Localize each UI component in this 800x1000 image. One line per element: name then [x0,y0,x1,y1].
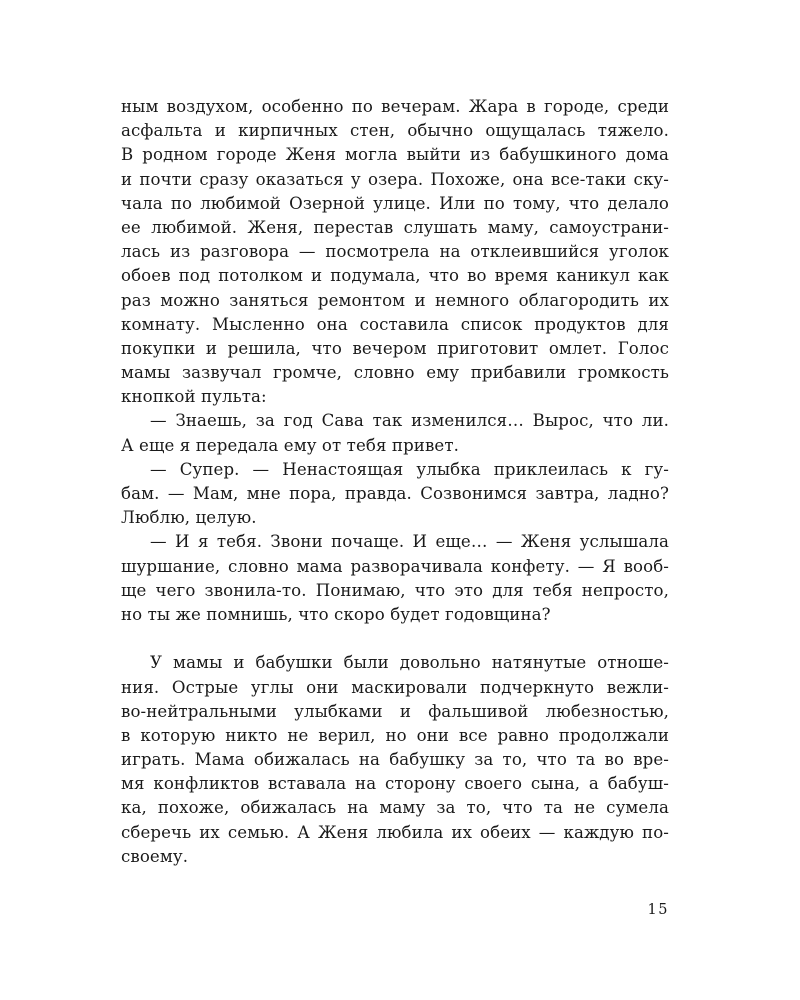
text-line: покупки и решила, что вечером приготовит омлет. Голос [121,338,669,358]
text-line: ее любимой. Женя, перестав слушать маму, самоустрани- [121,217,669,237]
dialogue-line: — И я тебя. Звони почаще. И еще… — Женя услышала [150,532,669,552]
text-line: кнопкой пульта: [121,387,267,407]
text-line: чала по любимой Озерной улице. Или по тому, что делало [121,193,669,213]
text-line: ка, похоже, обижалась на маму за то, что та не сумела [121,798,669,818]
text-line: и почти сразу оказаться у озера. Похоже, она все-таки ску- [121,169,669,189]
dialogue-line: но ты же помнишь, что скоро будет годовщина? [121,604,551,624]
text-line: лась из разговора — посмотрела на отклеившийся уголок [121,242,669,262]
text-line: ным воздухом, особенно по вечерам. Жара в городе, среди [121,97,669,116]
page-number: 15 [647,902,669,918]
text-line: обоев под потолком и подумала, что во время каникул как [121,266,669,286]
text-line: асфальта и кирпичных стен, обычно ощущалась тяжело. [121,121,669,141]
text-line: У мамы и бабушки были довольно натянутые отноше- [150,653,669,673]
text-line: во-нейтральными улыбками и фальшивой любезностью, [121,701,669,721]
book-page-text [121,95,669,869]
text-line: ния. Острые углы они маскировали подчеркнуто вежли- [121,677,669,697]
text-line: мамы зазвучал громче, словно ему прибавили громкость [121,363,669,383]
text-line: В родном городе Женя могла выйти из бабушкиного дома [121,145,669,165]
dialogue-line: А еще я передала ему от тебя привет. [121,435,459,455]
text-line: сберечь их семью. А Женя любила их обеих — каждую по- [121,822,669,842]
dialogue-line: шуршание, словно мама разворачивала конфету. — Я вооб- [121,556,669,576]
text-line: раз можно заняться ремонтом и немного облагородить их [121,290,669,310]
dialogue-line: ще чего звонила-то. Понимаю, что это для тебя непросто, [121,580,669,600]
text-line: комнату. Мысленно она составила список продуктов для [121,314,669,334]
dialogue-line: — Супер. — Ненастоящая улыбка приклеилась к гу- [150,459,669,479]
text-line: играть. Мама обижалась на бабушку за то, что та во вре- [121,750,669,770]
dialogue-line: бам. — Мам, мне пора, правда. Созвонимся завтра, ладно? [121,484,669,503]
dialogue-line: — Знаешь, за год Сава так изменился… Вырос, что ли. [150,411,669,431]
text-line: своему. [121,846,189,866]
text-line: в которую никто не верил, но они все равно продолжали [121,725,669,745]
text-line: мя конфликтов вставала на сторону своего сына, а бабуш- [121,774,669,794]
section-break [121,627,669,651]
dialogue-line: Люблю, целую. [121,508,257,528]
